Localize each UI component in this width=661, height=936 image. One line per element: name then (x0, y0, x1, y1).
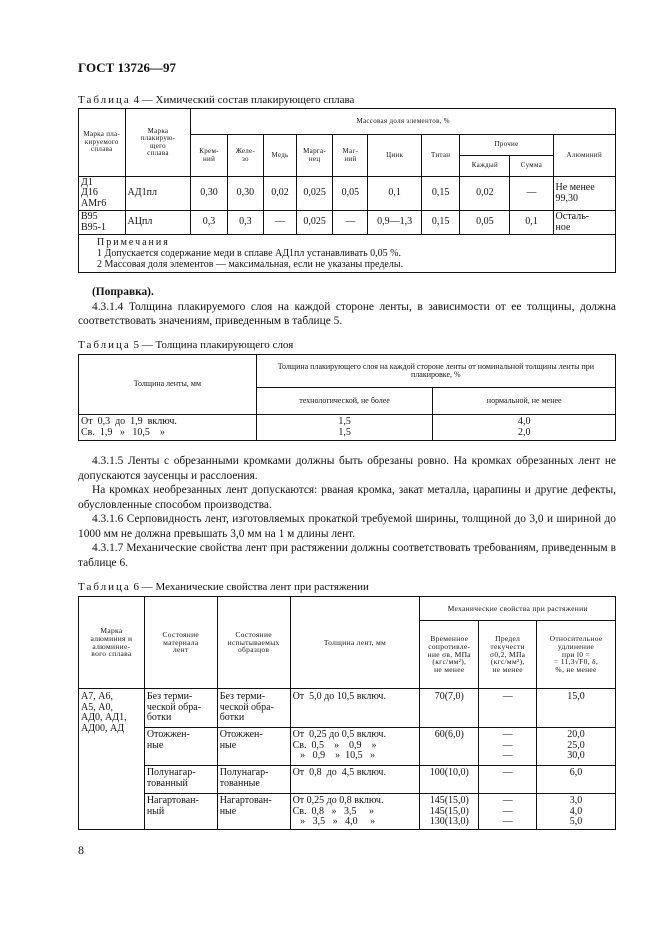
note-1: 1 Допускается содержание меди в сплаве АД1пл устанавливать 0,05 %. (97, 248, 402, 259)
t4-header-ti: Титан (421, 135, 460, 177)
t4-header-grade: Марка пла- кируемого сплава (79, 109, 126, 177)
t6-header-yield: Предел текучести σ0,2, МПа (кгс/мм²), не менее (479, 621, 537, 689)
t4-header-clad-grade: Марка плакирую- щего сплава (125, 109, 191, 177)
t4-header-other: Прочие (460, 135, 553, 156)
text-block-2 (78, 454, 616, 570)
t6-header-thickness: Толщина лент, мм (290, 597, 420, 689)
table6-caption: Таблица 6 — Механические свойства лент при растяжении (78, 581, 369, 593)
table-row: В95 В95-1 АЦпл 0,3 0,3 — 0,025 — 0,9—1,3 0,15 0,05 0,1 Осталь- ное (79, 211, 616, 235)
t4-header-mg: Маг- ний (333, 135, 368, 177)
t4-header-fe: Желе- зо (227, 135, 263, 177)
table-row: Нагартован- ный Нагартован- ные От 0,25 до 0,8 включ. Св. 0,8 » 3,5 » » 3,5 » 4,0 » 145(15,0) 145(15,0) 130(13,0) — — — 3,0 4,0 5,0 (79, 794, 616, 830)
paragraph-4-3-1-4: 4.3.1.4 Толщина плакируемого слоя на каждой стороне ленты, в зависимости от ее толщины, должна соответствовать значениям, приведенным в таблице 5. (78, 300, 616, 327)
table4-notes (79, 235, 616, 273)
t6-header-state-material: Состояние материала лент (144, 597, 217, 689)
t6-header-grade: Марка алюминия и алюминие- вого сплава (79, 597, 145, 689)
t4-header-cu: Медь (264, 135, 297, 177)
note-2: 2 Массовая доля элементов — максимальная, если не указаны пределы. (97, 259, 404, 270)
t4-header-al: Алюминий (553, 135, 615, 177)
t4-header-sum: Сумма (510, 156, 553, 177)
t4-header-each: Каждый (460, 156, 510, 177)
table-row: От 0,3 до 1,9 включ. Св. 1,9 » 10,5 » 1,5 1,5 4,0 2,0 (79, 415, 616, 441)
t5-header-thickness: Толщина ленты, мм (79, 355, 257, 415)
t4-header-zn: Цинк (368, 135, 421, 177)
document-header: ГОСТ 13726—97 (78, 60, 177, 75)
table-row: А7, А6, А5, А0, АД0, АД1, АД00, АД Без терми- ческой обра- ботки Без терми- ческой обра- ботки От 5,0 до 10,5 включ. 70(7,0) — 15,0 (79, 689, 616, 728)
table-row: Д1 Д16 АМг6 АД1пл 0,30 0,30 0,02 0,025 0,05 0,1 0,15 0,02 — Не менее 99,30 (79, 177, 616, 211)
t4-header-si: Крем- ний (191, 135, 227, 177)
table-row: Отожжен- ные Отожжен- ные От 0,25 до 0,5 включ. Св. 0,5 » 0,9 » » 0,9 » 10,5 » 60(6,0) — — — 20,0 25,0 30,0 (79, 728, 616, 766)
paragraph-4-3-1-5: 4.3.1.5 Ленты с обрезанными кромками должны быть обрезаны ровно. На кромках обрезанных лент не допускаются заусенцы и расслоения. (78, 455, 616, 482)
paragraph-edges: На кромках необрезанных лент допускаются: рваная кромка, закат металла, царапины и другие дефекты, обусловленные способом производства. (78, 484, 616, 511)
correction-label: (Поправка). (92, 286, 154, 298)
t5-header-tech: технологической, не более (256, 388, 433, 415)
t5-header-clad: Толщина плакирующего слоя на каждой стороне ленты от номинальной толщины ленты при плакировке, % (256, 355, 615, 388)
table4-caption: Таблица 4 — Химический состав плакирующего сплава (78, 94, 355, 106)
t6-header-mech: Механические свойства при растяжении (420, 597, 616, 621)
page-number: 8 (78, 843, 84, 857)
text-block-1 (78, 285, 616, 329)
t6-header-state-test: Состояние испытываемых образцов (217, 597, 290, 689)
t4-header-mass: Массовая доля элементов, % (191, 109, 616, 135)
table-row: Полунагар- тованный Полунагар- тованные От 0,8 до 4,5 включ. 100(10,0) — 6,0 (79, 766, 616, 794)
t4-header-mn: Марга- нец (296, 135, 332, 177)
table4-chemical-composition (78, 108, 616, 273)
table5-cladding-thickness (78, 354, 616, 441)
t6-grade-group: А7, А6, А5, А0, АД0, АД1, АД00, АД (79, 689, 145, 830)
notes-title: Примечания (97, 237, 170, 248)
t5-header-nominal: нормальной, не менее (433, 388, 616, 415)
t6-header-tensile: Временное сопротивле- ние σв, МПа (кгс/мм²), не менее (420, 621, 479, 689)
paragraph-4-3-1-7: 4.3.1.7 Механические свойства лент при растяжении должны соответствовать требованиям, приведенным в таблице 6. (78, 542, 616, 569)
t6-header-elongation: Относительное удлинение при l0 = = 11,3√F0, δ, %, не менее (537, 621, 616, 689)
table6-mechanical-properties (78, 596, 616, 830)
table5-caption: Таблица 5 — Толщина плакирующего слоя (78, 339, 294, 351)
paragraph-4-3-1-6: 4.3.1.6 Серповидность лент, изготовляемых прокаткой требуемой ширины, толщиной до 3,0 и шириной до 1000 мм не должна превышать 3,0 мм на 1 м длины лент. (78, 513, 616, 540)
